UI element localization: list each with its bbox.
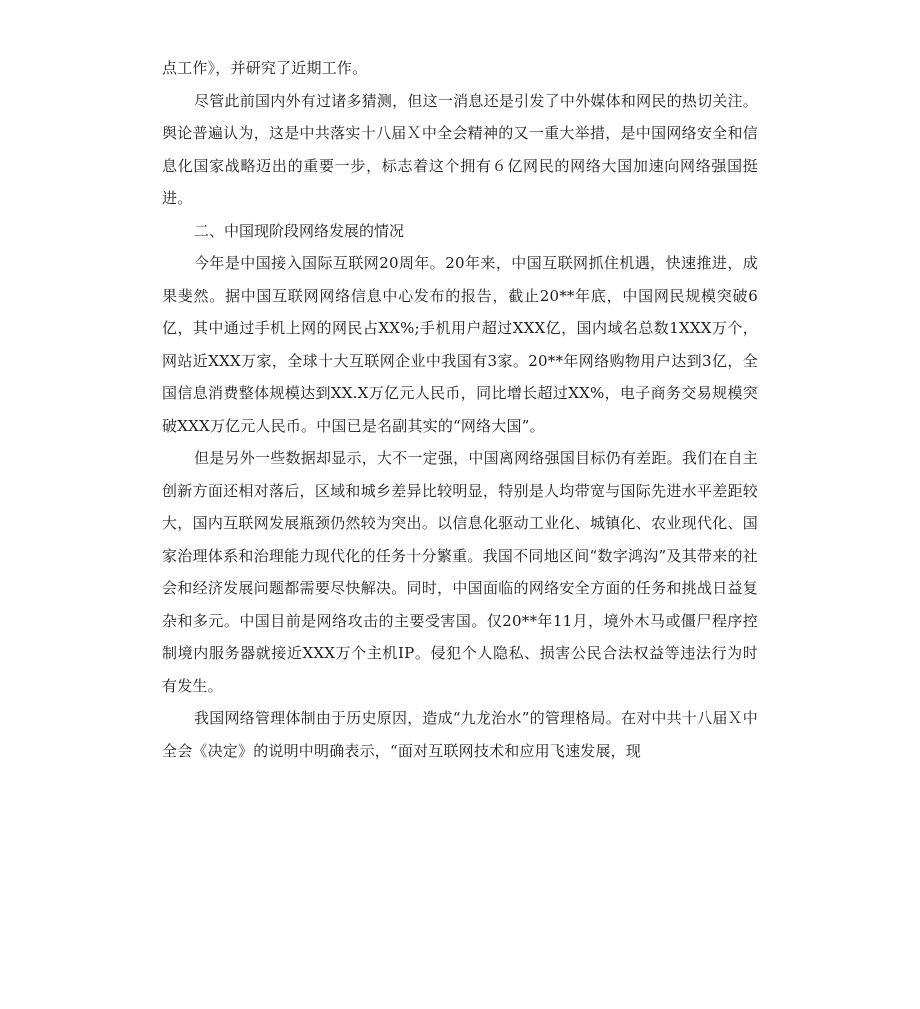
- document-body: [162, 52, 758, 767]
- paragraph-2: 尽管此前国内外有过诸多猜测，但这一消息还是引发了中外媒体和网民的热切关注。舆论普遍认为，这是中共落实十八届Ｘ中全会精神的又一重大举措，是中国网络安全和信息化国家战略迈出的重要一步，标志着这个拥有６亿网民的网络大国加速向网络强国挺进。: [162, 91, 758, 207]
- paragraph-5: 我国网络管理体制由于历史原因，造成“九龙治水”的管理格局。在对中共十八届Ｘ中全会《决定》的说明中明确表示，“面对互联网技术和应用飞速发展，现: [162, 709, 758, 760]
- paragraph-4: 但是另外一些数据却显示，大不一定强，中国离网络强国目标仍有差距。我们在自主创新方面还相对落后，区域和城乡差异比较明显，特别是人均带宽与国际先进水平差距较大，国内互联网发展瓶颈仍然较为突出。以信息化驱动工业化、城镇化、农业现代化、国家治理体系和治理能力现代化的任务十分繁重。我国不同地区间“数字鸿沟”及其带来的社会和经济发展问题都需要尽快解决。同时，中国面临的网络安全方面的任务和挑战日益复杂和多元。中国目前是网络攻击的主要受害国。仅20**年11月，境外木马或僵尸程序控制境内服务器就接近XXX万个主机IP。侵犯个人隐私、损害公民合法权益等违法行为时有发生。: [162, 449, 758, 695]
- paragraph-1: 点工作》，并研究了近期工作。: [162, 59, 368, 77]
- section-heading: 二、中国现阶段网络发展的情况: [194, 221, 405, 240]
- paragraph-3: 今年是中国接入国际互联网20周年。20年来，中国互联网抓住机遇，快速推进，成果斐然。据中国互联网网络信息中心发布的报告，截止20**年底，中国网民规模突破6亿，其中通过手机上网的网民占XX%;手机用户超过XXX亿，国内域名总数1XXX万个，网站近XXX万家，全球十大互联网企业中我国有3家。20**年网络购物用户达到3亿，全国信息消费整体规模达到XX.X万亿元人民币，同比增长超过XX%，电子商务交易规模突破XXX万亿元人民币。中国已是名副其实的“网络大国”。: [162, 254, 758, 435]
